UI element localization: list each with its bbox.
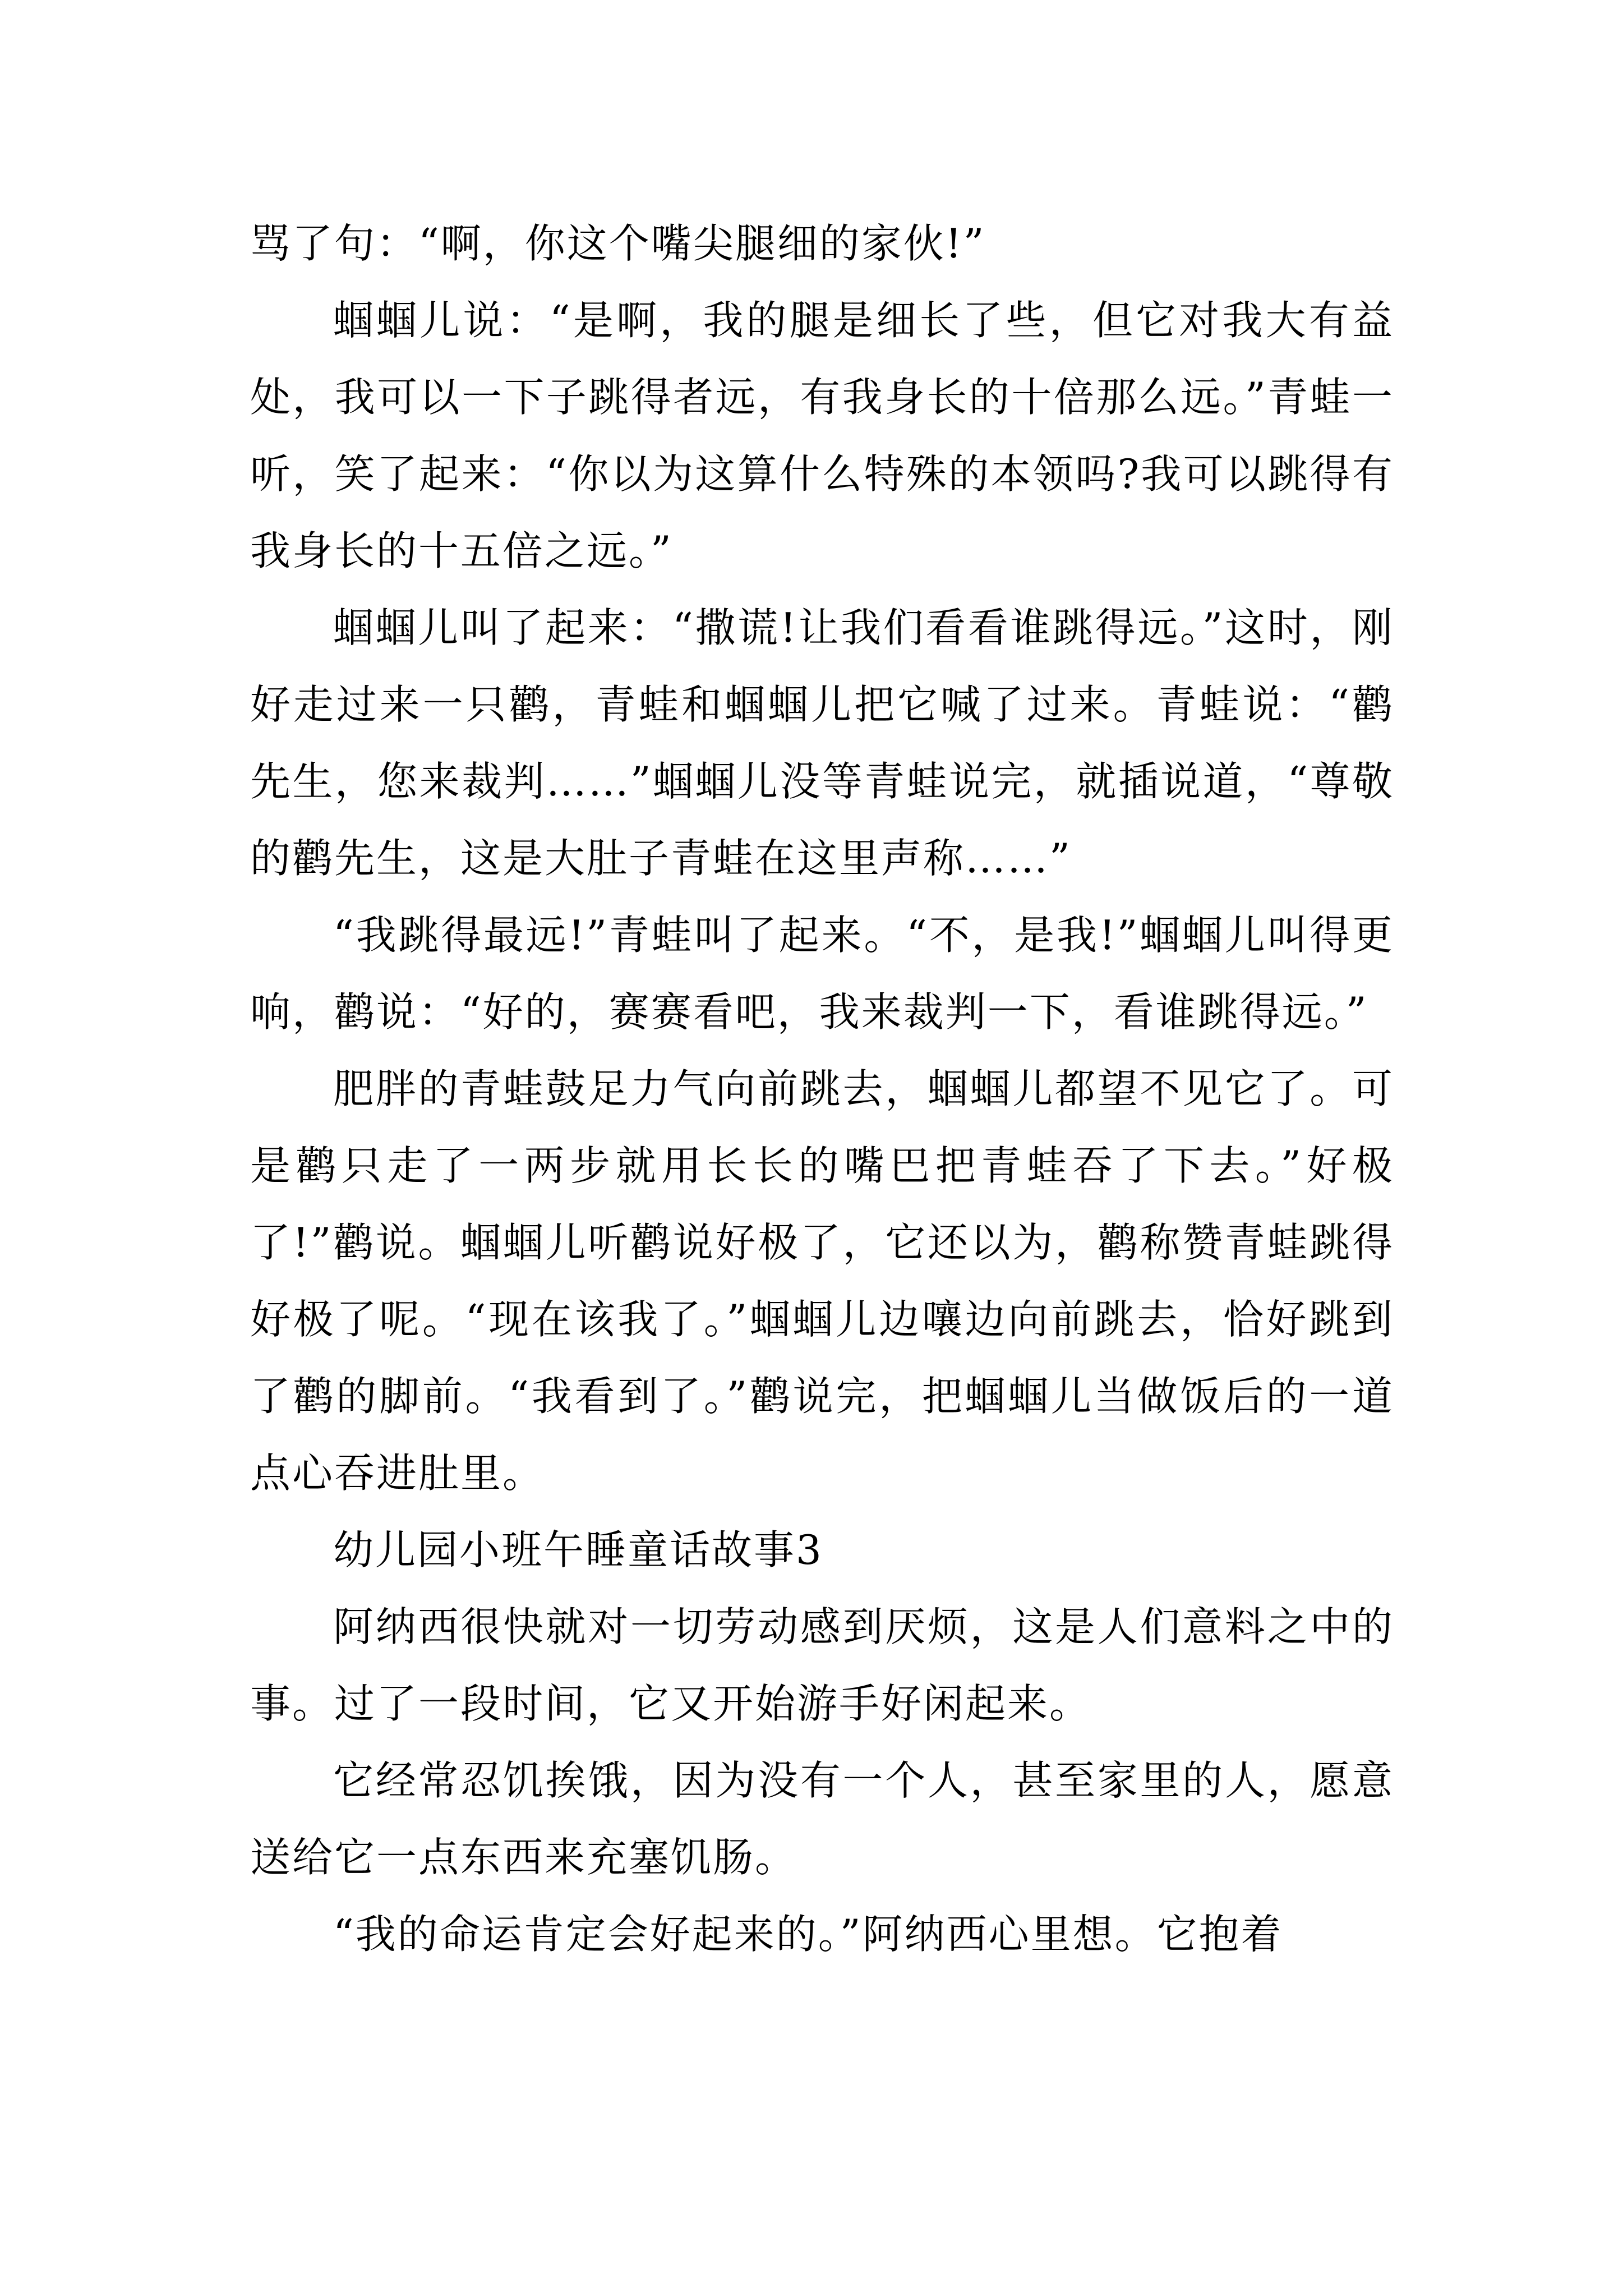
paragraph-6: 阿纳西很快就对一切劳动感到厌烦，这是人们意料之中的事。过了一段时间，它又开始游手好闲起来。 (250, 1603, 1394, 1727)
paragraph-8: “我的命运肯定会好起来的。”阿纳西心里想。它抱着 (333, 1911, 1283, 1958)
paragraph-7: 它经常忍饥挨饿，因为没有一个人，甚至家里的人，愿意送给它一点东西来充塞饥肠。 (250, 1757, 1394, 1881)
paragraph-1: 骂了句：“啊，你这个嘴尖腿细的家伙!” (250, 220, 986, 267)
paragraph-5: 肥胖的青蛙鼓足力气向前跳去，蝈蝈儿都望不见它了。可是鹳只走了一两步就用长长的嘴巴把青蛙吞了下去。”好极了!”鹳说。蝈蝈儿听鹳说好极了，它还以为，鹳称赞青蛙跳得好极了呢。“现在该我了。”蝈蝈儿边嚷边向前跳去，恰好跳到了鹳的脚前。“我看到了。”鹳说完，把蝈蝈儿当做饭后的一道点心吞进肚里。 (250, 1065, 1394, 1497)
section-heading: 幼儿园小班午睡童话故事3 (333, 1526, 823, 1573)
paragraph-4: “我跳得最远!”青蛙叫了起来。“不，是我!”蝈蝈儿叫得更响，鹳说：“好的，赛赛看吧，我来裁判一下，看谁跳得远。” (250, 912, 1394, 1036)
paragraph-2: 蝈蝈儿说：“是啊，我的腿是细长了些，但它对我大有益处，我可以一下子跳得者远，有我身长的十倍那么远。”青蛙一听，笑了起来：“你以为这算什么特殊的本领吗?我可以跳得有我身长的十五倍之远。” (250, 297, 1394, 574)
paragraph-3: 蝈蝈儿叫了起来：“撒谎!让我们看看谁跳得远。”这时，刚好走过来一只鹳，青蛙和蝈蝈儿把它喊了过来。青蛙说：“鹳先生，您来裁判……”蝈蝈儿没等青蛙说完，就插说道，“尊敬的鹳先生，这是大肚子青蛙在这里声称……” (250, 604, 1394, 882)
document-body (250, 205, 1394, 1973)
